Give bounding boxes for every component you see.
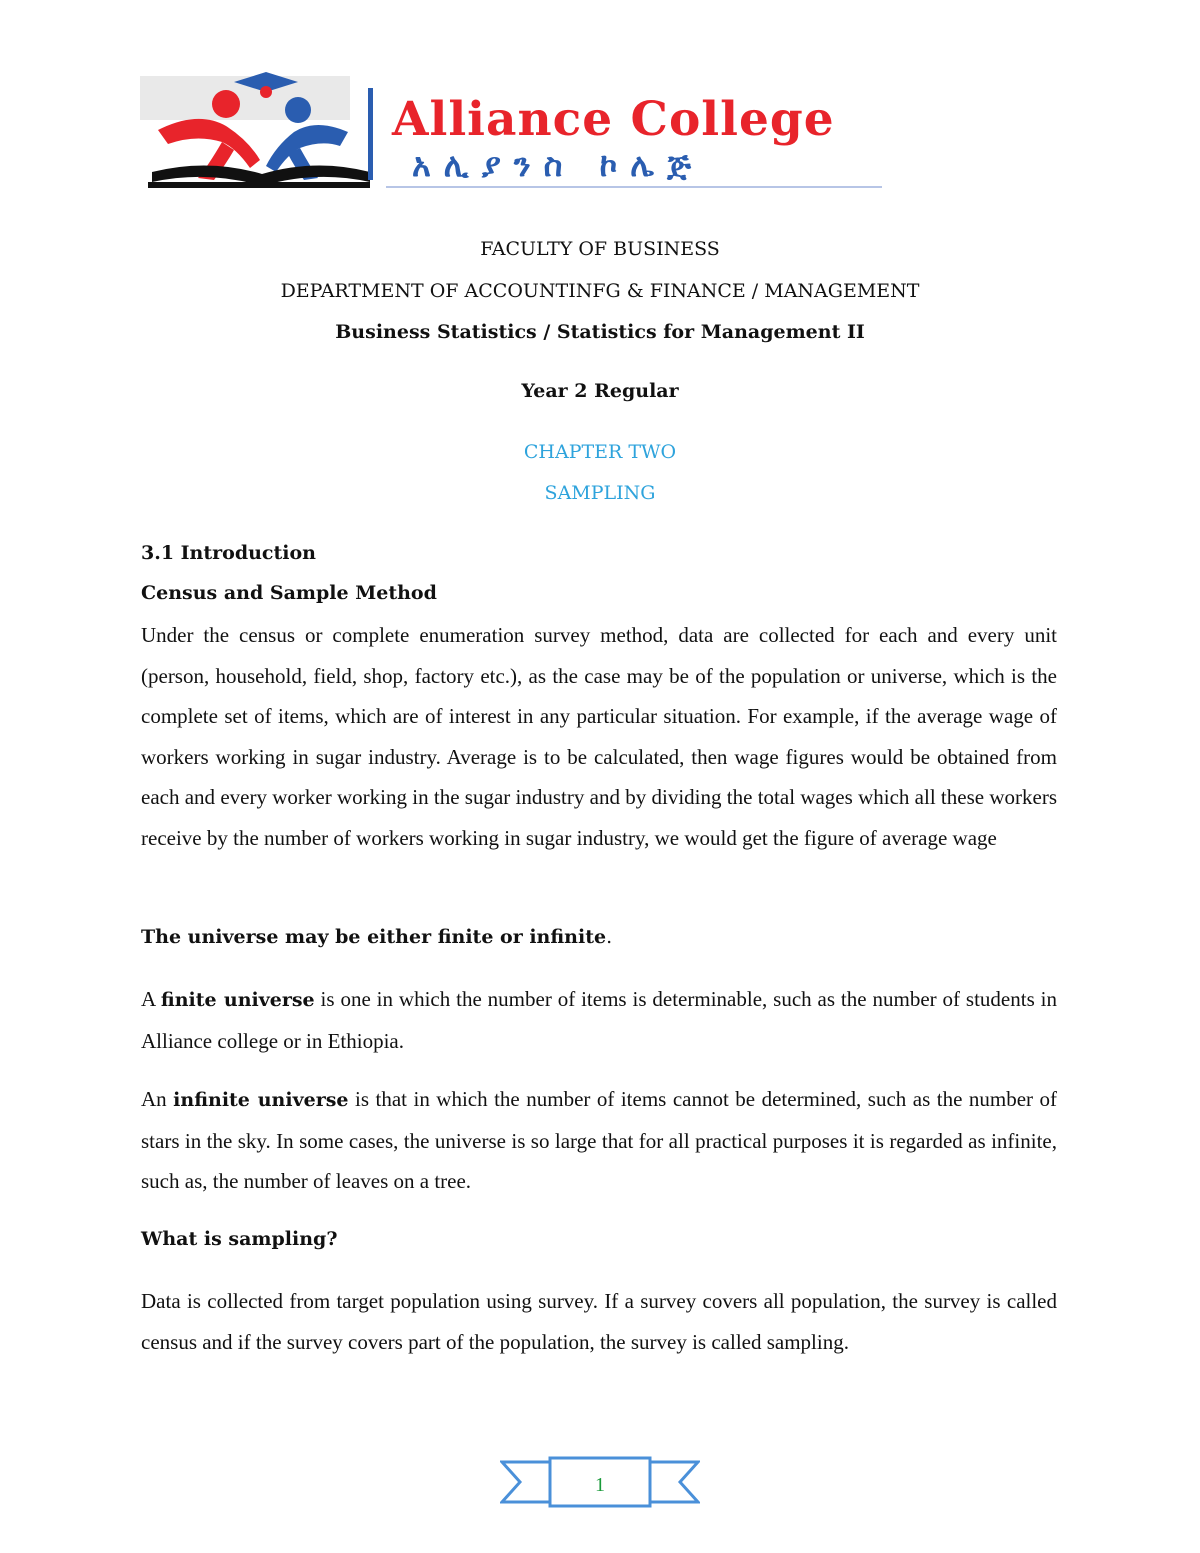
logo-amharic-name: አሊያንስ ኮሌጅ [412, 146, 704, 184]
universe-heading-text: The universe may be either finite or infinite [141, 926, 607, 948]
logo-divider [368, 88, 373, 180]
course-title: Business Statistics / Statistics for Management II [335, 321, 865, 343]
logo-name: Alliance College [392, 92, 835, 147]
year-title: Year 2 Regular [521, 380, 679, 402]
intro-paragraph: Under the census or complete enumeration survey method, data are collected for each and every unit (person, household, field, shop, factory etc.), as the case may be of the population or universe, which is the complete set of items, which are of interest in any particular situation. For example, if the average wage of workers working in sugar industry. Average is to be calculated, then wage figures would be obtained from each and every worker working in the sugar industry and by dividing the total wages which all these workers receive by the number of workers working in sugar industry, we would get the figure of average wage [141, 623, 1057, 850]
page-number: 1 [595, 1474, 605, 1496]
infinite-prefix: An [141, 1087, 174, 1111]
infinite-rest: is that in which the number of items cannot be determined, such as the number of stars in the sky. In some cases, the universe is so large that for all practical purposes it is regarded as infinite, such as, the number of leaves on a tree. [141, 1087, 1058, 1193]
chapter-label: CHAPTER TWO [523, 441, 677, 463]
chapter-title: SAMPLING [544, 482, 656, 504]
department-title: DEPARTMENT OF ACCOUNTINFG & FINANCE / MANAGEMENT [280, 280, 920, 302]
faculty-title: FACULTY OF BUSINESS [480, 238, 720, 260]
finite-rest: is one in which the number of items is determinable, such as the number of students in Alliance college or in Ethiopia. [141, 987, 1057, 1053]
section-heading: 3.1 Introduction [141, 542, 316, 564]
page-number-ribbon [500, 1456, 700, 1512]
finite-prefix: A [141, 987, 161, 1011]
section-subheading: Census and Sample Method [141, 582, 437, 604]
universe-heading [141, 926, 612, 948]
sampling-paragraph: Data is collected from target population using survey. If a survey covers all population, the survey is called census and if the survey covers part of the population, the survey is called sampling. [141, 1289, 1057, 1354]
finite-term: finite universe [160, 989, 315, 1011]
sampling-heading: What is sampling? [141, 1228, 338, 1250]
infinite-universe-paragraph [141, 1079, 1057, 1202]
universe-heading-period: . [606, 926, 613, 948]
infinite-term: infinite universe [173, 1089, 349, 1111]
finite-universe-paragraph [141, 979, 1057, 1061]
logo-underline [386, 186, 882, 188]
